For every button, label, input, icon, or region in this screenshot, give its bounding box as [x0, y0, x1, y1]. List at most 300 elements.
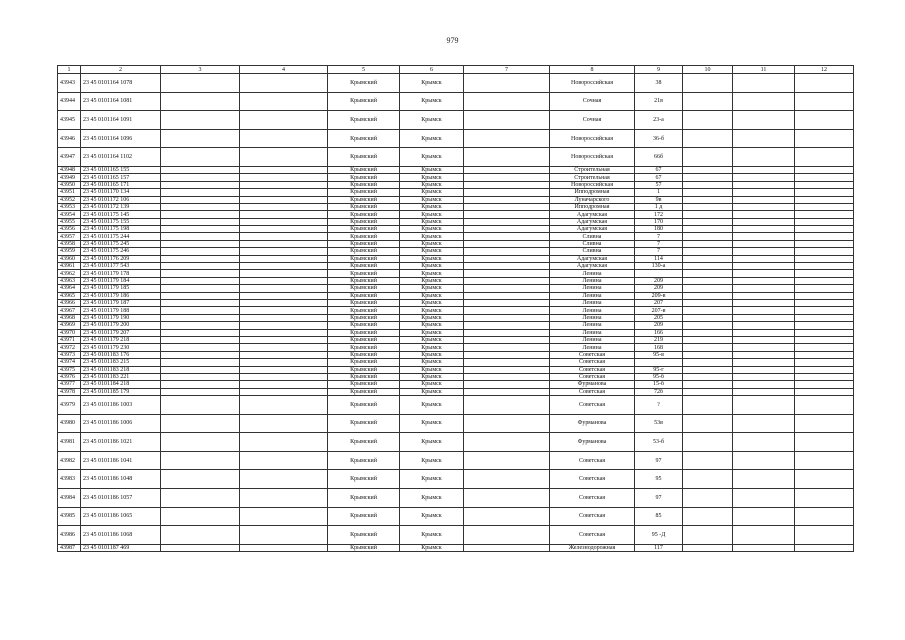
city-cell: Крымск — [400, 366, 464, 373]
row-number: 43975 — [58, 366, 81, 373]
empty-cell — [733, 396, 795, 415]
empty-cell — [464, 226, 550, 233]
empty-cell — [464, 507, 550, 526]
empty-cell — [464, 381, 550, 388]
empty-cell — [733, 433, 795, 452]
table-row — [58, 270, 854, 277]
empty-cell — [795, 111, 854, 130]
empty-cell — [733, 373, 795, 380]
empty-cell — [161, 300, 240, 307]
house-number-cell: 209-в — [635, 292, 683, 299]
empty-cell — [464, 255, 550, 262]
city-cell: Крымск — [400, 255, 464, 262]
empty-cell — [683, 344, 733, 351]
empty-cell — [733, 526, 795, 545]
empty-cell — [464, 203, 550, 210]
empty-cell — [464, 329, 550, 336]
cadastral-number: 23 45 0101175 155 — [81, 218, 161, 225]
house-number-cell: 95 -Д — [635, 526, 683, 545]
city-cell: Крымск — [400, 263, 464, 270]
empty-cell — [240, 300, 328, 307]
empty-cell — [240, 277, 328, 284]
street-cell: Фурманова — [550, 381, 635, 388]
cadastral-number: 23 45 0101179 190 — [81, 314, 161, 321]
cadastral-number: 23 45 0101186 1006 — [81, 414, 161, 433]
house-number-cell: 36-б — [635, 129, 683, 148]
empty-cell — [464, 322, 550, 329]
district-cell: Крымский — [328, 92, 400, 111]
empty-cell — [240, 344, 328, 351]
empty-cell — [464, 344, 550, 351]
cadastral-number: 23 45 0101164 1078 — [81, 74, 161, 93]
empty-cell — [683, 218, 733, 225]
cadastral-number: 23 45 0101186 1021 — [81, 433, 161, 452]
city-cell: Крымск — [400, 270, 464, 277]
empty-cell — [683, 381, 733, 388]
district-cell: Крымский — [328, 203, 400, 210]
empty-cell — [733, 329, 795, 336]
row-number: 43953 — [58, 203, 81, 210]
table-row — [58, 351, 854, 358]
empty-cell — [161, 414, 240, 433]
district-cell: Крымский — [328, 351, 400, 358]
house-number-cell: 21в — [635, 92, 683, 111]
table-row — [58, 111, 854, 130]
table-row — [58, 300, 854, 307]
table-row — [58, 359, 854, 366]
empty-cell — [733, 381, 795, 388]
empty-cell — [733, 240, 795, 247]
street-cell: Ленина — [550, 270, 635, 277]
empty-cell — [464, 74, 550, 93]
empty-cell — [795, 255, 854, 262]
column-header: 12 — [795, 66, 854, 74]
empty-cell — [161, 307, 240, 314]
empty-cell — [161, 240, 240, 247]
empty-cell — [161, 351, 240, 358]
empty-cell — [683, 396, 733, 415]
cadastral-number: 23 45 0101179 178 — [81, 270, 161, 277]
table-row — [58, 211, 854, 218]
cadastral-number: 23 45 0101175 198 — [81, 226, 161, 233]
empty-cell — [464, 263, 550, 270]
house-number-cell — [635, 359, 683, 366]
city-cell: Крымск — [400, 344, 464, 351]
empty-cell — [161, 92, 240, 111]
empty-cell — [240, 196, 328, 203]
empty-cell — [683, 359, 733, 366]
cadastral-number: 23 45 0101172 139 — [81, 203, 161, 210]
house-number-cell: 7 — [635, 240, 683, 247]
house-number-cell: 95-г — [635, 366, 683, 373]
table-row — [58, 322, 854, 329]
empty-cell — [161, 270, 240, 277]
house-number-cell: 207 — [635, 300, 683, 307]
city-cell: Крымск — [400, 285, 464, 292]
empty-cell — [733, 451, 795, 470]
empty-cell — [161, 336, 240, 343]
street-cell: Ленина — [550, 307, 635, 314]
street-cell: Советская — [550, 373, 635, 380]
empty-cell — [161, 526, 240, 545]
empty-cell — [464, 307, 550, 314]
cadastral-number: 23 45 0101179 188 — [81, 307, 161, 314]
row-number: 43979 — [58, 396, 81, 415]
empty-cell — [240, 351, 328, 358]
district-cell: Крымский — [328, 451, 400, 470]
empty-cell — [161, 366, 240, 373]
city-cell: Крымск — [400, 74, 464, 93]
street-cell: Строительная — [550, 174, 635, 181]
row-number: 43944 — [58, 92, 81, 111]
city-cell: Крымск — [400, 336, 464, 343]
empty-cell — [161, 233, 240, 240]
empty-cell — [795, 189, 854, 196]
empty-cell — [161, 255, 240, 262]
empty-cell — [733, 344, 795, 351]
column-header: 4 — [240, 66, 328, 74]
empty-cell — [464, 396, 550, 415]
empty-cell — [733, 226, 795, 233]
empty-cell — [733, 211, 795, 218]
city-cell: Крымск — [400, 322, 464, 329]
table-row — [58, 292, 854, 299]
city-cell: Крымск — [400, 507, 464, 526]
empty-cell — [240, 240, 328, 247]
row-number: 43963 — [58, 277, 81, 284]
empty-cell — [464, 211, 550, 218]
empty-cell — [733, 336, 795, 343]
cadastral-number: 23 45 0101185 179 — [81, 388, 161, 395]
empty-cell — [733, 300, 795, 307]
empty-cell — [795, 181, 854, 188]
empty-cell — [161, 166, 240, 173]
empty-cell — [464, 544, 550, 551]
district-cell: Крымский — [328, 381, 400, 388]
row-number: 43973 — [58, 351, 81, 358]
empty-cell — [161, 381, 240, 388]
district-cell: Крымский — [328, 396, 400, 415]
house-number-cell: 9в — [635, 196, 683, 203]
district-cell: Крымский — [328, 544, 400, 551]
empty-cell — [240, 388, 328, 395]
row-number: 43943 — [58, 74, 81, 93]
empty-cell — [795, 451, 854, 470]
row-number: 43978 — [58, 388, 81, 395]
row-number: 43974 — [58, 359, 81, 366]
district-cell: Крымский — [328, 470, 400, 489]
empty-cell — [161, 277, 240, 284]
house-number-cell: 168 — [635, 344, 683, 351]
empty-cell — [733, 507, 795, 526]
empty-cell — [240, 314, 328, 321]
empty-cell — [240, 489, 328, 508]
street-cell: Ипподромная — [550, 203, 635, 210]
cadastral-number: 23 45 0101175 246 — [81, 248, 161, 255]
empty-cell — [733, 233, 795, 240]
cadastral-number: 23 45 0101186 1041 — [81, 451, 161, 470]
empty-cell — [240, 322, 328, 329]
house-number-cell: 7 — [635, 233, 683, 240]
row-number: 43950 — [58, 181, 81, 188]
empty-cell — [795, 489, 854, 508]
street-cell: Ипподромная — [550, 189, 635, 196]
column-header: 1 — [58, 66, 81, 74]
house-number-cell: 97 — [635, 489, 683, 508]
table-row — [58, 240, 854, 247]
empty-cell — [683, 470, 733, 489]
column-header: 7 — [464, 66, 550, 74]
cadastral-number: 23 45 0101187 469 — [81, 544, 161, 551]
district-cell: Крымский — [328, 292, 400, 299]
street-cell: Советская — [550, 359, 635, 366]
empty-cell — [240, 329, 328, 336]
house-number-cell: 205 — [635, 314, 683, 321]
district-cell: Крымский — [328, 526, 400, 545]
empty-cell — [795, 396, 854, 415]
page-number: 979 — [446, 36, 459, 45]
row-number: 43986 — [58, 526, 81, 545]
empty-cell — [161, 329, 240, 336]
house-number-cell: 219 — [635, 336, 683, 343]
cadastral-number: 23 45 0101179 218 — [81, 336, 161, 343]
empty-cell — [161, 359, 240, 366]
row-number: 43949 — [58, 174, 81, 181]
city-cell: Крымск — [400, 203, 464, 210]
empty-cell — [795, 226, 854, 233]
empty-cell — [683, 189, 733, 196]
row-number: 43951 — [58, 189, 81, 196]
street-cell: Сливна — [550, 240, 635, 247]
column-header: 10 — [683, 66, 733, 74]
empty-cell — [240, 381, 328, 388]
street-cell: Советская — [550, 507, 635, 526]
row-number: 43959 — [58, 248, 81, 255]
empty-cell — [240, 148, 328, 167]
empty-cell — [464, 433, 550, 452]
street-cell: Фурманова — [550, 414, 635, 433]
street-cell: Сочная — [550, 111, 635, 130]
empty-cell — [733, 218, 795, 225]
house-number-cell: 97 — [635, 451, 683, 470]
empty-cell — [161, 433, 240, 452]
row-number: 43972 — [58, 344, 81, 351]
empty-cell — [240, 414, 328, 433]
street-cell: Адагумская — [550, 255, 635, 262]
table-row — [58, 489, 854, 508]
district-cell: Крымский — [328, 240, 400, 247]
empty-cell — [464, 526, 550, 545]
street-cell: Сливна — [550, 233, 635, 240]
row-number: 43958 — [58, 240, 81, 247]
empty-cell — [733, 203, 795, 210]
empty-cell — [464, 277, 550, 284]
row-number: 43977 — [58, 381, 81, 388]
street-cell: Советская — [550, 351, 635, 358]
empty-cell — [161, 544, 240, 551]
empty-cell — [161, 396, 240, 415]
empty-cell — [733, 322, 795, 329]
city-cell: Крымск — [400, 166, 464, 173]
city-cell: Крымск — [400, 329, 464, 336]
empty-cell — [683, 544, 733, 551]
street-cell: Советская — [550, 396, 635, 415]
street-cell: Строительная — [550, 166, 635, 173]
street-cell: Ленина — [550, 285, 635, 292]
header-row — [58, 66, 854, 74]
table-row — [58, 433, 854, 452]
district-cell: Крымский — [328, 270, 400, 277]
empty-cell — [161, 129, 240, 148]
district-cell: Крымский — [328, 181, 400, 188]
row-number: 43961 — [58, 263, 81, 270]
house-number-cell: 7 — [635, 248, 683, 255]
empty-cell — [464, 300, 550, 307]
empty-cell — [464, 166, 550, 173]
house-number-cell: 209 — [635, 285, 683, 292]
table-row — [58, 218, 854, 225]
empty-cell — [795, 248, 854, 255]
cadastral-number: 23 45 0101164 1081 — [81, 92, 161, 111]
house-number-cell: 1 — [635, 189, 683, 196]
street-cell: Ленина — [550, 322, 635, 329]
empty-cell — [733, 148, 795, 167]
street-cell: Советская — [550, 366, 635, 373]
empty-cell — [795, 174, 854, 181]
city-cell: Крымск — [400, 292, 464, 299]
empty-cell — [683, 322, 733, 329]
empty-cell — [795, 292, 854, 299]
cadastral-number: 23 45 0101183 221 — [81, 373, 161, 380]
empty-cell — [795, 166, 854, 173]
house-number-cell: 130-а — [635, 263, 683, 270]
empty-cell — [733, 181, 795, 188]
city-cell: Крымск — [400, 300, 464, 307]
empty-cell — [733, 388, 795, 395]
city-cell: Крымск — [400, 470, 464, 489]
row-number: 43948 — [58, 166, 81, 173]
empty-cell — [683, 111, 733, 130]
district-cell: Крымский — [328, 489, 400, 508]
empty-cell — [161, 470, 240, 489]
table-row — [58, 526, 854, 545]
city-cell: Крымск — [400, 240, 464, 247]
empty-cell — [795, 373, 854, 380]
empty-cell — [240, 174, 328, 181]
empty-cell — [240, 203, 328, 210]
house-number-cell: 117 — [635, 544, 683, 551]
empty-cell — [161, 226, 240, 233]
empty-cell — [683, 92, 733, 111]
empty-cell — [240, 470, 328, 489]
district-cell: Крымский — [328, 196, 400, 203]
house-number-cell: 72б — [635, 388, 683, 395]
table-row — [58, 470, 854, 489]
empty-cell — [240, 433, 328, 452]
district-cell: Крымский — [328, 388, 400, 395]
row-number: 43976 — [58, 373, 81, 380]
street-cell: Ленина — [550, 292, 635, 299]
row-number: 43946 — [58, 129, 81, 148]
city-cell: Крымск — [400, 433, 464, 452]
empty-cell — [161, 196, 240, 203]
table-row — [58, 166, 854, 173]
empty-cell — [683, 233, 733, 240]
cadastral-number: 23 45 0101183 218 — [81, 366, 161, 373]
city-cell: Крымск — [400, 489, 464, 508]
empty-cell — [795, 277, 854, 284]
street-cell: Ленина — [550, 314, 635, 321]
district-cell: Крымский — [328, 414, 400, 433]
house-number-cell: 95 — [635, 470, 683, 489]
district-cell: Крымский — [328, 233, 400, 240]
house-number-cell: 170 — [635, 218, 683, 225]
empty-cell — [240, 285, 328, 292]
empty-cell — [733, 92, 795, 111]
table-row — [58, 74, 854, 93]
house-number-cell — [635, 270, 683, 277]
street-cell: Новороссийская — [550, 148, 635, 167]
street-cell: Новороссийская — [550, 129, 635, 148]
city-cell: Крымск — [400, 174, 464, 181]
city-cell: Крымск — [400, 388, 464, 395]
empty-cell — [464, 129, 550, 148]
table-row — [58, 189, 854, 196]
table-row — [58, 181, 854, 188]
empty-cell — [683, 336, 733, 343]
empty-cell — [733, 414, 795, 433]
house-number-cell: 95-в — [635, 351, 683, 358]
row-number: 43952 — [58, 196, 81, 203]
empty-cell — [795, 240, 854, 247]
house-number-cell: 38 — [635, 74, 683, 93]
empty-cell — [240, 166, 328, 173]
empty-cell — [683, 433, 733, 452]
table-row — [58, 396, 854, 415]
column-header: 2 — [81, 66, 161, 74]
empty-cell — [733, 277, 795, 284]
district-cell: Крымский — [328, 433, 400, 452]
empty-cell — [683, 285, 733, 292]
house-number-cell: ? — [635, 396, 683, 415]
city-cell: Крымск — [400, 351, 464, 358]
empty-cell — [464, 148, 550, 167]
row-number: 43954 — [58, 211, 81, 218]
empty-cell — [795, 544, 854, 551]
city-cell: Крымск — [400, 248, 464, 255]
cadastral-number: 23 45 0101164 1102 — [81, 148, 161, 167]
column-header: 11 — [733, 66, 795, 74]
district-cell: Крымский — [328, 366, 400, 373]
empty-cell — [795, 507, 854, 526]
row-number: 43956 — [58, 226, 81, 233]
empty-cell — [240, 507, 328, 526]
city-cell: Крымск — [400, 359, 464, 366]
row-number: 43965 — [58, 292, 81, 299]
empty-cell — [683, 526, 733, 545]
empty-cell — [795, 218, 854, 225]
district-cell: Крымский — [328, 336, 400, 343]
table-row — [58, 285, 854, 292]
district-cell: Крымский — [328, 359, 400, 366]
empty-cell — [795, 329, 854, 336]
empty-cell — [795, 92, 854, 111]
street-cell: Луначарского — [550, 196, 635, 203]
street-cell: Новороссийская — [550, 181, 635, 188]
empty-cell — [795, 381, 854, 388]
table-row — [58, 263, 854, 270]
street-cell: Ленина — [550, 300, 635, 307]
